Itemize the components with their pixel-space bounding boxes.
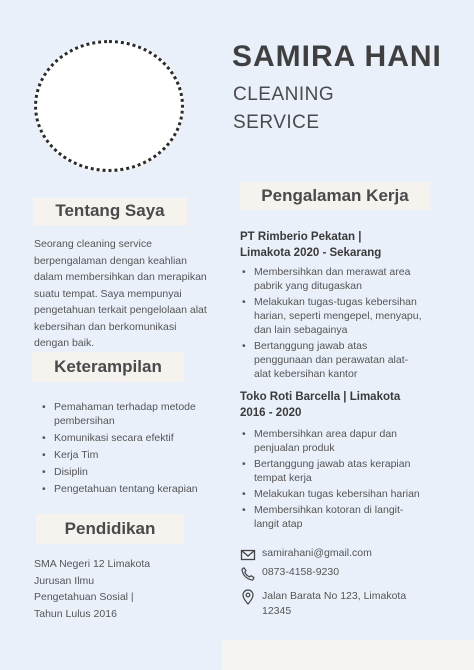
job-title <box>240 229 440 261</box>
contact-phone <box>240 566 339 582</box>
list-item: • Pemahaman terhadap metode pembersihan <box>42 400 222 428</box>
list-item: • Membersihkan dan merawat area pabrik yang ditugaskan <box>242 265 424 293</box>
skills-list <box>42 400 222 499</box>
education-major-line1: Jurusan Ilmu <box>34 574 95 587</box>
address-text: Jalan Barata No 123, Limakota 12345 <box>262 590 407 617</box>
footer-band <box>222 640 474 670</box>
list-item: • Membersihkan area dapur dan penjualan produk <box>242 427 424 455</box>
job-title <box>240 389 440 421</box>
job-duties-list <box>242 265 424 383</box>
contact-address <box>240 589 412 619</box>
phone-icon <box>240 566 256 582</box>
envelope-icon <box>240 547 256 563</box>
about-heading: Tentang Saya <box>33 197 187 225</box>
list-item: • Membersihkan kotoran di langit-langit atap <box>242 503 424 531</box>
job-role-line2: SERVICE <box>233 112 320 133</box>
job-duties-list <box>242 427 424 533</box>
list-item: • Bertanggung jawab atas penggunaan dan perawatan alat-alat kebersihan kantor <box>242 339 424 381</box>
education-details <box>34 556 204 622</box>
list-item: • Bertanggung jawab atas kerapian tempat kerja <box>242 457 424 485</box>
email-text: samirahani@gmail.com <box>262 547 372 559</box>
profile-photo-placeholder <box>34 40 184 172</box>
job-role-line1: CLEANING <box>233 84 335 105</box>
list-item: • Pengetahuan tentang kerapian <box>42 482 222 496</box>
education-school: SMA Negeri 12 Limakota <box>34 558 151 570</box>
education-heading: Pendidikan <box>36 514 184 544</box>
location-pin-icon <box>240 589 256 605</box>
list-item: • Komunikasi secara efektif <box>42 431 222 445</box>
phone-text: 0873-4158-9230 <box>262 566 340 578</box>
list-item: • Disiplin <box>42 465 222 479</box>
job-period: Limakota 2020 - Sekarang <box>240 247 382 259</box>
education-major-line2: Pengetahuan Sosial | <box>34 591 134 603</box>
experience-heading: Pengalaman Kerja <box>240 182 430 210</box>
about-text: Seorang cleaning service berpengalaman dengan keahlian dalam membersihkan dan merapikan suatu tempat. Saya mempunyai pengetahuan terkait pengelolaan alat kebersihan dan berkomunikasi dengan baik. <box>34 238 207 349</box>
job-period: 2016 - 2020 <box>240 407 302 419</box>
list-item: • Melakukan tugas kebersihan harian <box>242 487 424 501</box>
contact-email <box>240 547 372 563</box>
education-graduation-year: Tahun Lulus 2016 <box>34 607 117 620</box>
list-item: • Kerja Tim <box>42 448 222 462</box>
person-name: SAMIRA HANI <box>232 40 442 73</box>
job-company: Toko Roti Barcella | Limakota <box>240 391 401 403</box>
skills-heading: Keterampilan <box>32 352 184 382</box>
job-company: PT Rimberio Pekatan | <box>240 231 362 243</box>
list-item: • Melakukan tugas-tugas kebersihan harian, seperti mengepel, menyapu, dan lain sebagainya <box>242 295 424 337</box>
